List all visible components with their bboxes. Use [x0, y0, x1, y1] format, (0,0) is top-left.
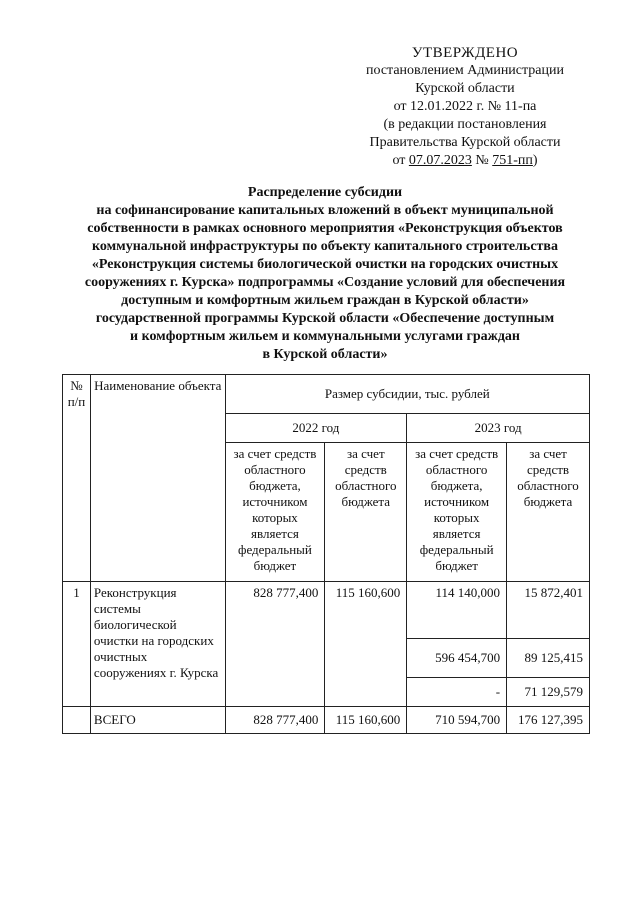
- approval-heading: УТВЕРЖДЕНО: [411, 45, 519, 61]
- title-line: государственной программы Курской области «Обеспечение доступным: [95, 311, 555, 326]
- table-total-row: [63, 707, 590, 734]
- cell-federal-2023: -: [407, 678, 507, 707]
- row-number: 1: [63, 582, 91, 707]
- header-regional-2023: за счет средств областного бюджета: [507, 443, 590, 582]
- title-line: «Реконструкция системы биологической очистки на городских очистных: [91, 257, 559, 272]
- approval-stamp: [340, 44, 590, 170]
- title-line: доступным и комфортным жильем граждан в Курской области»: [121, 293, 529, 308]
- approval-line-edition: [340, 152, 590, 170]
- header-object-name: Наименование объекта: [90, 375, 225, 582]
- document-title: [60, 184, 590, 364]
- total-federal-2023: 710 594,700: [407, 707, 507, 734]
- header-number: № п/п: [63, 375, 91, 582]
- table-header-row: [63, 375, 590, 414]
- header-subsidy-size: Размер субсидии, тыс. рублей: [225, 375, 589, 414]
- total-regional-2022: 115 160,600: [325, 707, 407, 734]
- approval-line: Правительства Курской области: [369, 135, 561, 150]
- cell-federal-2023: 114 140,000: [407, 582, 507, 639]
- cell-federal-2023: 596 454,700: [407, 639, 507, 678]
- edition-suffix: ): [532, 153, 538, 168]
- cell-federal-2022: 828 777,400: [225, 582, 325, 707]
- title-line: в Курской области»: [262, 347, 388, 362]
- approval-line: (в редакции постановления: [383, 117, 547, 132]
- header-year-2022: 2022 год: [225, 414, 407, 443]
- cell-regional-2022: 115 160,600: [325, 582, 407, 707]
- approval-line: Курской области: [415, 81, 515, 96]
- header-regional-2022: за счет средств областного бюджета: [325, 443, 407, 582]
- approval-line: постановлением Администрации: [366, 63, 564, 78]
- title-line: собственности в рамках основного мероприятия «Реконструкция объектов: [87, 221, 563, 236]
- cell-regional-2023: 89 125,415: [507, 639, 590, 678]
- header-federal-2022: за счет средств областного бюджета, источником которых является федеральный бюджет: [225, 443, 325, 582]
- subsidy-table: [62, 374, 590, 734]
- title-line: Распределение субсидии: [247, 185, 403, 200]
- header-federal-2023: за счет средств областного бюджета, источником которых является федеральный бюджет: [407, 443, 507, 582]
- edition-date: 07.07.2023: [408, 153, 472, 168]
- total-federal-2022: 828 777,400: [225, 707, 325, 734]
- title-line: и комфортным жильем и коммунальными услугами граждан: [130, 329, 520, 344]
- cell-regional-2023: 71 129,579: [507, 678, 590, 707]
- total-regional-2023: 176 127,395: [507, 707, 590, 734]
- total-label: ВСЕГО: [90, 707, 225, 734]
- row-object-name: Реконструкция системы биологической очистки на городских очистных сооружениях г. Курска: [90, 582, 225, 707]
- total-number: [63, 707, 91, 734]
- table-row: [63, 582, 590, 639]
- cell-regional-2023: 15 872,401: [507, 582, 590, 639]
- approval-line: от 12.01.2022 г. № 11-па: [393, 99, 537, 114]
- edition-number: 751-пп: [492, 153, 533, 168]
- header-year-2023: 2023 год: [407, 414, 590, 443]
- edition-mid: №: [471, 153, 493, 168]
- title-line: на софинансирование капитальных вложений в объект муниципальной: [96, 203, 554, 218]
- edition-prefix: от: [392, 153, 409, 168]
- title-line: коммунальной инфраструктуры по объекту капитального строительства: [92, 239, 558, 254]
- title-line: сооружениях г. Курска» подпрограммы «Создание условий для обеспечения: [84, 275, 566, 290]
